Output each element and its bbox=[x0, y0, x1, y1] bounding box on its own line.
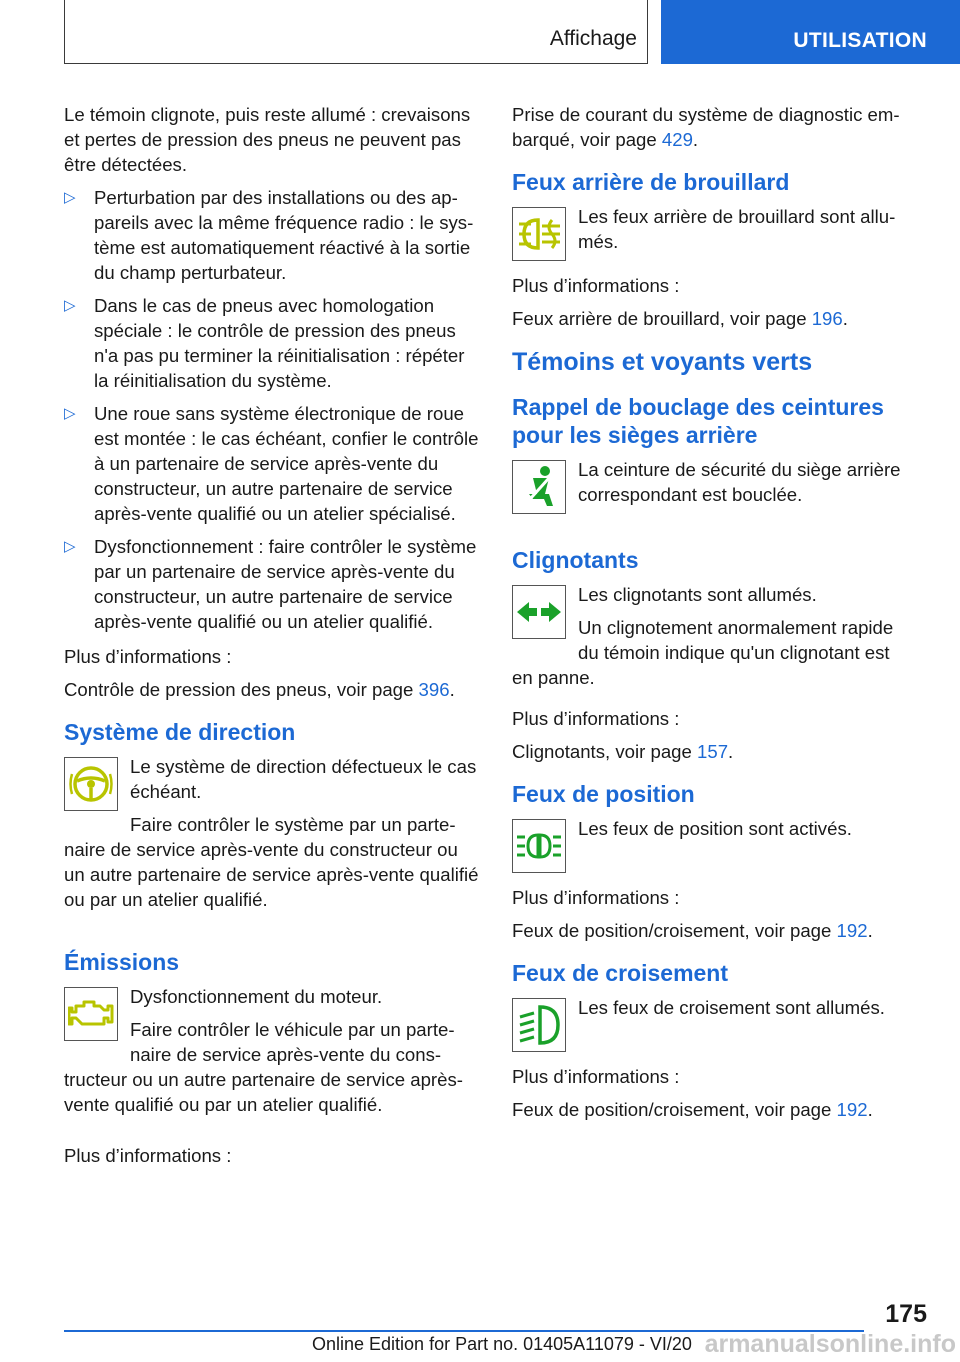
page-link-396[interactable]: 396 bbox=[418, 679, 450, 700]
seatbelt-heading: Rappel de bouclage des ceintures pour les sièges arrière bbox=[512, 394, 884, 448]
seatbelt-text: La ceinture de sécurité du siège arrière correspondant est bouclée. bbox=[578, 459, 901, 505]
low-beam-heading: Feux de croisement bbox=[512, 960, 729, 986]
left-column bbox=[64, 102, 482, 1176]
rear-fog-text: Les feux arrière de brouillard sont allumés. bbox=[578, 206, 896, 252]
tpms-bullet-list bbox=[64, 185, 482, 634]
reference-text: Prise de courant du système de diagnostic embarqué, voir page bbox=[512, 104, 900, 150]
emissions-entry bbox=[64, 984, 482, 1125]
low-beam-icon bbox=[512, 998, 566, 1052]
reference-end: . bbox=[449, 679, 455, 700]
seatbelt-icon bbox=[512, 460, 566, 514]
steering-heading: Système de direction bbox=[64, 719, 296, 745]
more-info-label: Plus d’informations : bbox=[512, 887, 680, 908]
emissions-text-2: Faire contrôler le véhicule par un partenaire de service après-vente du constructeur ou un autre partenaire de service après-vente qualifié ou par un atelier qualifié. bbox=[64, 1019, 463, 1115]
emissions-text-1: Dysfonctionnement du moteur. bbox=[130, 986, 383, 1007]
parking-lights-heading: Feux de position bbox=[512, 781, 695, 807]
more-info-label: Plus d’informations : bbox=[64, 646, 232, 667]
chapter-title: UTILISATION bbox=[793, 29, 927, 52]
list-item-text: Une roue sans système électronique de roue est montée : le cas échéant, confier le contrôle à un partenaire de service après-vente du constructeur, un autre partenaire de service après-vente qualifié ou un atelier spécialisé. bbox=[94, 403, 479, 524]
reference-text: Clignotants, voir page bbox=[512, 741, 698, 762]
reference-text: Feux de position/croisement, voir page bbox=[512, 920, 837, 941]
steering-text-1: Le système de direction défectueux le cas échéant. bbox=[130, 756, 477, 802]
triangle-right-icon: ▷ bbox=[64, 297, 76, 314]
page-link-192[interactable]: 192 bbox=[836, 1099, 868, 1120]
rear-fog-reference bbox=[512, 306, 912, 331]
low-beam-text: Les feux de croisement sont allumés. bbox=[578, 997, 885, 1018]
emissions-heading: Émissions bbox=[64, 949, 180, 975]
page-link-192[interactable]: 192 bbox=[836, 920, 868, 941]
more-info-label: Plus d’informations : bbox=[512, 275, 680, 296]
list-item bbox=[64, 185, 482, 285]
check-engine-icon bbox=[64, 987, 118, 1041]
parking-lights-entry bbox=[512, 816, 912, 879]
triangle-right-icon: ▷ bbox=[64, 538, 76, 555]
parking-lights-reference bbox=[512, 918, 912, 943]
steering-entry bbox=[64, 754, 482, 920]
tpms-reference bbox=[64, 677, 482, 702]
more-info-label: Plus d’informations : bbox=[512, 708, 680, 729]
reference-end: . bbox=[842, 308, 848, 329]
list-item bbox=[64, 401, 482, 526]
steering-wheel-warning-icon bbox=[64, 757, 118, 811]
reference-end: . bbox=[692, 129, 699, 150]
parking-lights-icon bbox=[512, 819, 566, 873]
reference-text: Feux de position/croisement, voir page bbox=[512, 1099, 837, 1120]
reference-end: . bbox=[867, 920, 873, 941]
rear-fog-heading: Feux arrière de brouillard bbox=[512, 169, 790, 195]
more-info-label: Plus d’informations : bbox=[64, 1145, 232, 1166]
right-column bbox=[512, 102, 912, 1130]
watermark: armanualsonline.info bbox=[704, 1330, 956, 1358]
header-section-box bbox=[64, 0, 648, 64]
section-title: Affichage bbox=[549, 27, 637, 50]
list-item-text: Perturbation par des installations ou des appareils avec la même fréquence radio : le système est automatiquement réactivé à la sortie du champ perturbateur. bbox=[94, 187, 474, 283]
reference-text: Contrôle de pression des pneus, voir page bbox=[64, 679, 419, 700]
green-lights-heading: Témoins et voyants verts bbox=[512, 348, 813, 376]
diag-reference bbox=[512, 102, 912, 152]
parking-lights-text: Les feux de position sont activés. bbox=[578, 818, 852, 839]
turn-signals-heading: Clignotants bbox=[512, 547, 639, 573]
turn-signal-arrows-icon bbox=[512, 585, 566, 639]
turn-signals-reference bbox=[512, 739, 912, 764]
low-beam-reference bbox=[512, 1097, 912, 1122]
turn-signals-text-2: Un clignotement anormalement rapide du témoin indique qu'un clignotant est en panne. bbox=[512, 617, 894, 688]
steering-text-2: Faire contrôler le système par un partenaire de service après-vente du constructeur ou un autre partenaire de service après-vente qualifié ou par un atelier qualifié. bbox=[64, 814, 479, 910]
triangle-right-icon: ▷ bbox=[64, 189, 76, 206]
rear-fog-light-icon bbox=[512, 207, 566, 261]
more-info-label: Plus d’informations : bbox=[512, 1066, 680, 1087]
edition-text: Online Edition for Part no. 01405A11079 - VI/20 bbox=[312, 1334, 692, 1354]
turn-signals-text-1: Les clignotants sont allumés. bbox=[578, 584, 817, 605]
list-item bbox=[64, 293, 482, 393]
page-link-429[interactable]: 429 bbox=[661, 129, 693, 150]
list-item-text: Dysfonctionnement : faire contrôler le système par un partenaire de service après-vente du constructeur, un autre partenaire de service après-vente qualifié ou un atelier qualifié. bbox=[94, 536, 477, 632]
seatbelt-entry bbox=[512, 457, 912, 520]
page-link-196[interactable]: 196 bbox=[811, 308, 843, 329]
page-link-157[interactable]: 157 bbox=[697, 741, 729, 762]
list-item bbox=[64, 534, 482, 634]
page-number: 175 bbox=[885, 1300, 927, 1328]
reference-text: Feux arrière de brouillard, voir page bbox=[512, 308, 812, 329]
low-beam-entry bbox=[512, 995, 912, 1058]
reference-end: . bbox=[728, 741, 734, 762]
rear-fog-entry bbox=[512, 204, 912, 267]
list-item-text: Dans le cas de pneus avec homologation spéciale : le contrôle de pression des pneus n'a pas pu terminer la réinitialisation : répéter la réinitialisation du système. bbox=[94, 295, 465, 391]
reference-end: . bbox=[867, 1099, 873, 1120]
turn-signals-entry bbox=[512, 582, 912, 698]
triangle-right-icon: ▷ bbox=[64, 405, 76, 422]
tpms-intro-text: Le témoin clignote, puis reste allumé : crevaisons et pertes de pression des pneus ne peuvent pas être détectées. bbox=[64, 104, 471, 175]
header-chapter-box bbox=[661, 0, 960, 64]
